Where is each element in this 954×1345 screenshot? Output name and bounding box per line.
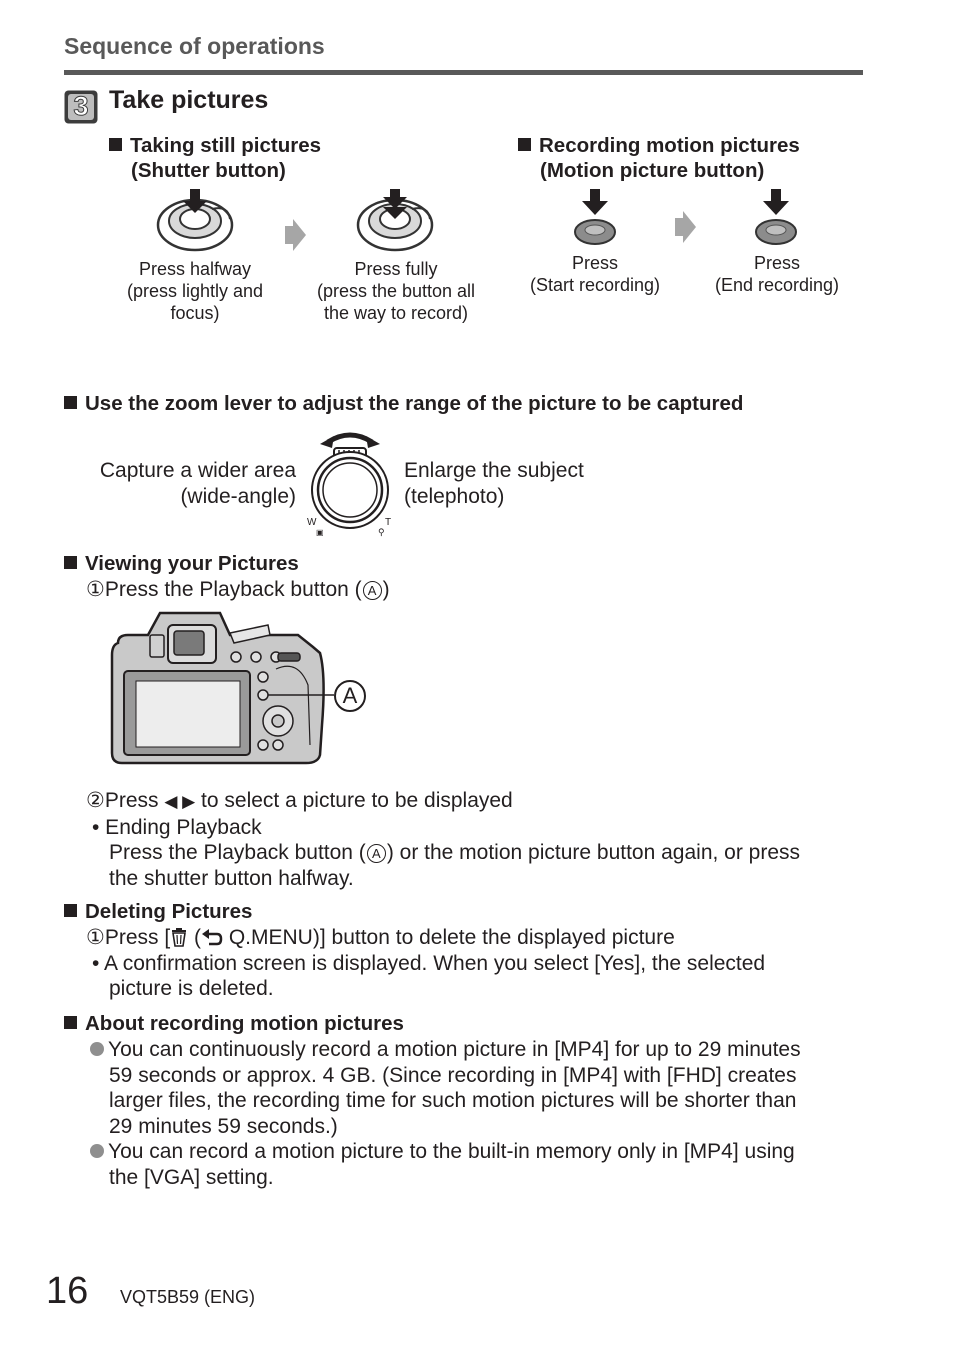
square-bullet-icon [64, 904, 77, 917]
zoom-tele-text: Enlarge the subject (telephoto) [404, 459, 584, 508]
zoom-tele-label: T [385, 517, 392, 528]
square-bullet-icon [518, 138, 531, 151]
document-code: VQT5B59 (ENG) [120, 1287, 256, 1307]
round-bullet-icon [90, 1042, 104, 1056]
motion-button-start-icon [572, 187, 618, 252]
motion-heading: Recording motion pictures (Motion picture button) [518, 133, 800, 183]
round-bullet-icon [90, 1144, 104, 1158]
callout-a-label: A [334, 680, 366, 712]
about-heading: About recording motion pictures [64, 1011, 404, 1036]
zoom-wide-text: Capture a wider area (wide-angle) [99, 459, 296, 508]
camera-back-illustration [108, 605, 373, 772]
viewing-step2: ②Press ◀ ▶ to select a picture to be displayed • Ending Playback Press the Playback button ( A ) or the motion picture button again, or press the shutter button halfway. [86, 789, 801, 890]
square-bullet-icon [64, 1016, 77, 1029]
trash-icon [170, 927, 188, 947]
caption-end-recording: Press (End recording) [714, 253, 840, 295]
arrow-right-icon [673, 210, 697, 249]
callout-a-symbol: A [367, 844, 386, 863]
motion-button-end-icon [753, 187, 799, 252]
callout-a-symbol: A [363, 581, 382, 600]
header-rule [64, 70, 863, 75]
wide-angle-icon: ▣ [316, 528, 324, 537]
viewing-heading: Viewing your Pictures [64, 551, 299, 576]
arrow-right-icon [283, 218, 307, 257]
step-number: 3 [73, 91, 89, 121]
about-bullet-1: You can continuously record a motion picture in [MP4] for up to 29 minutes 59 seconds or approx. 4 GB. (Since recording in [MP4] with [FHD] creates larger files, the recording time for such motion pictures will be shorter than 29 minutes 59 seconds.) [90, 1037, 880, 1139]
left-right-arrows-icon: ◀ ▶ [164, 792, 196, 811]
page-number: 16 [46, 1270, 89, 1312]
caption-start-recording: Press (Start recording) [529, 253, 661, 295]
shutter-half-icon [152, 187, 238, 258]
caption-press-halfway: Press halfway (press lightly and focus) [126, 259, 264, 323]
zoom-heading: Use the zoom lever to adjust the range of the picture to be captured [64, 391, 743, 416]
about-bullet-2: You can record a motion picture to the built-in memory only in [MP4] using the [VGA] setting. [90, 1139, 880, 1190]
still-heading: Taking still pictures (Shutter button) [109, 133, 321, 183]
caption-press-fully: Press fully (press the button all the way to record) [316, 259, 476, 323]
shutter-full-icon [352, 187, 438, 258]
square-bullet-icon [109, 138, 122, 151]
square-bullet-icon [64, 556, 77, 569]
back-arrow-icon [201, 928, 223, 946]
square-bullet-icon [64, 396, 77, 409]
deleting-heading: Deleting Pictures [64, 899, 252, 924]
deleting-step1: ①Press [ ( Q.MENU)] button to delete the displayed picture • A confirmation screen is displayed. When you select [Yes], the selected picture is deleted. [86, 926, 766, 1000]
section-header: Sequence of operations [64, 33, 325, 59]
telephoto-icon: ⚲ [378, 527, 385, 537]
step-title: Take pictures [109, 86, 269, 114]
viewing-step1: ①Press the Playback button ( A ) [86, 578, 390, 601]
step-number-badge [64, 90, 98, 124]
zoom-wide-label: W [307, 517, 317, 528]
